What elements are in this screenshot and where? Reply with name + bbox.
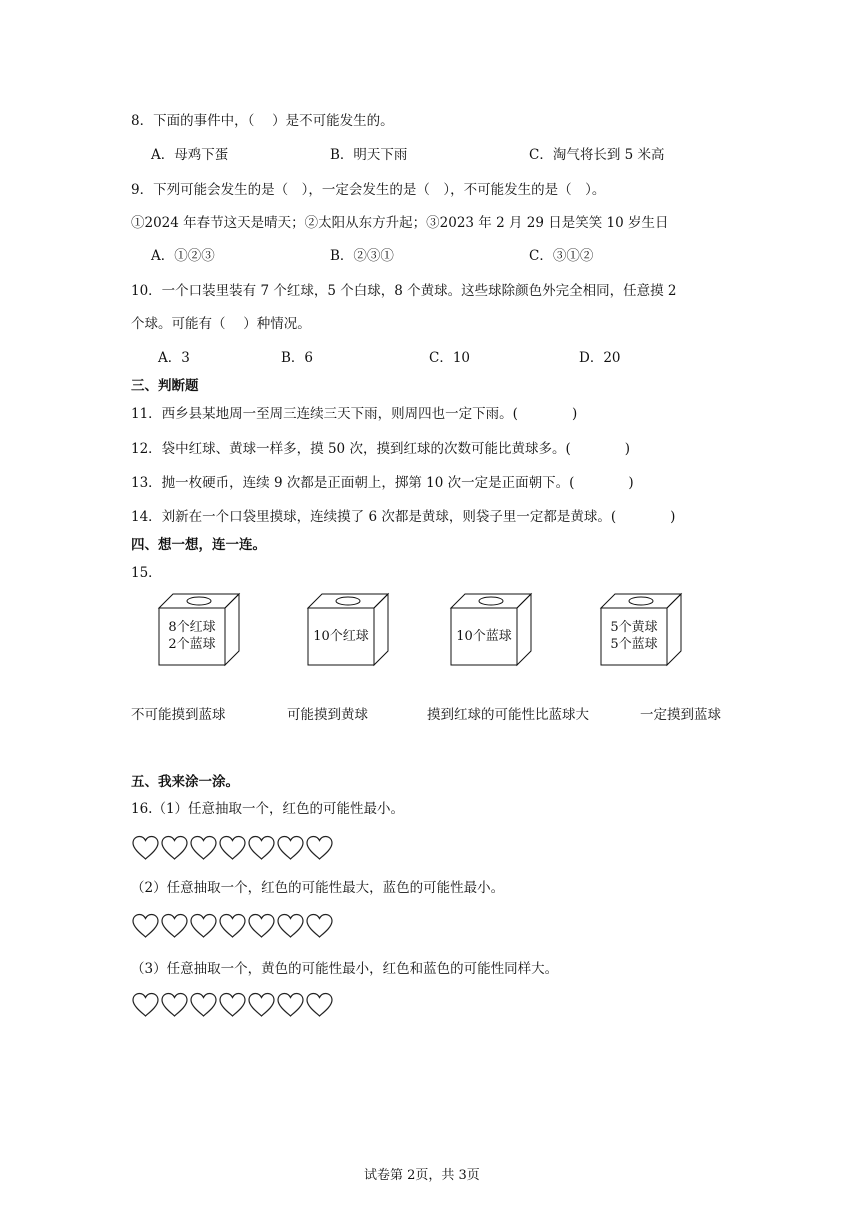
match-label-3: 摸到红球的可能性比蓝球大: [427, 707, 589, 723]
match-label-4: 一定摸到蓝球: [640, 707, 721, 723]
heart-icon[interactable]: [160, 991, 189, 1019]
q8-option-c: C．淘气将长到 5 米高: [529, 147, 665, 163]
q15-number: 15．: [131, 565, 162, 581]
ball-box-4-label: 5个黄球 5个蓝球: [610, 620, 658, 652]
q14-statement: 14．刘新在一个口袋里摸球，连续摸了 6 次都是黄球，则袋子里一定都是黄球。( ): [131, 509, 676, 525]
heart-icon[interactable]: [276, 991, 305, 1019]
ball-box-2: [306, 592, 390, 667]
q9-events: ①2024 年春节这天是晴天；②太阳从东方升起；③2023 年 2 月 29 日是笑笑 10 岁生日: [131, 215, 669, 231]
heart-icon[interactable]: [189, 991, 218, 1019]
ball-box-3-label: 10个蓝球: [456, 629, 512, 644]
section-title-coloring: 五、我来涂一涂。: [131, 774, 239, 790]
section-title-matching: 四、想一想，连一连。: [131, 537, 266, 553]
q8-stem: 8．下面的事件中，（ ）是不可能发生的。: [131, 113, 394, 129]
q8-option-b: B．明天下雨: [330, 147, 408, 163]
q10-option-b: B．6: [281, 350, 314, 366]
heart-icon[interactable]: [218, 912, 247, 940]
q9-option-c: C．③①②: [529, 248, 594, 264]
ball-box-2-label: 10个红球: [313, 629, 369, 644]
q9-option-b: B．②③①: [330, 248, 394, 264]
heart-icon[interactable]: [305, 834, 334, 862]
heart-icon[interactable]: [131, 834, 160, 862]
q8-option-a: A．母鸡下蛋: [151, 147, 229, 163]
heart-row-3: [131, 991, 334, 1019]
section-title-judgment: 三、判断题: [131, 378, 199, 394]
heart-row-1: [131, 834, 334, 862]
match-label-2: 可能摸到黄球: [287, 707, 368, 723]
heart-icon[interactable]: [276, 834, 305, 862]
q16-part3: （3）任意抽取一个，黄色的可能性最小，红色和蓝色的可能性同样大。: [131, 961, 559, 977]
q16-part2: （2）任意抽取一个，红色的可能性最大，蓝色的可能性最小。: [131, 880, 505, 896]
q10-option-a: A．3: [158, 350, 190, 366]
heart-icon[interactable]: [160, 834, 189, 862]
q10-line1: 10．一个口装里装有 7 个红球，5 个白球，8 个黄球。这些球除颜色外完全相同，任意摸 2: [131, 283, 677, 299]
q13-statement: 13．抛一枚硬币，连续 9 次都是正面朝上，掷第 10 次一定是正面朝下。( ): [131, 475, 634, 491]
heart-icon[interactable]: [247, 912, 276, 940]
q10-option-c: C．10: [429, 350, 471, 366]
q16-part1: 16.（1）任意抽取一个，红色的可能性最小。: [131, 801, 405, 817]
q10-line2: 个球。可能有（ ）种情况。: [131, 316, 311, 332]
ball-box-4: [599, 592, 683, 667]
heart-icon[interactable]: [218, 834, 247, 862]
heart-row-2: [131, 912, 334, 940]
heart-icon[interactable]: [189, 912, 218, 940]
q11-statement: 11．西乡县某地周一至周三连续三天下雨，则周四也一定下雨。( ): [131, 406, 578, 422]
q9-option-a: A．①②③: [151, 248, 215, 264]
ball-box-3: [449, 592, 533, 667]
heart-icon[interactable]: [160, 912, 189, 940]
ball-box-1: [157, 592, 241, 667]
ball-box-1-label: 8个红球 2个蓝球: [168, 620, 216, 652]
heart-icon[interactable]: [131, 912, 160, 940]
heart-icon[interactable]: [305, 991, 334, 1019]
q9-stem: 9．下列可能会发生的是（ ），一定会发生的是（ ），不可能发生的是（ ）。: [131, 182, 606, 198]
match-label-1: 不可能摸到蓝球: [131, 707, 226, 723]
heart-icon[interactable]: [131, 991, 160, 1019]
heart-icon[interactable]: [276, 912, 305, 940]
heart-icon[interactable]: [218, 991, 247, 1019]
heart-icon[interactable]: [247, 834, 276, 862]
heart-icon[interactable]: [247, 991, 276, 1019]
heart-icon[interactable]: [189, 834, 218, 862]
q10-option-d: D．20: [579, 350, 621, 366]
page-footer: 试卷第 2页，共 3页: [364, 1168, 480, 1183]
heart-icon[interactable]: [305, 912, 334, 940]
q12-statement: 12．袋中红球、黄球一样多，摸 50 次，摸到红球的次数可能比黄球多。( ): [131, 441, 630, 457]
